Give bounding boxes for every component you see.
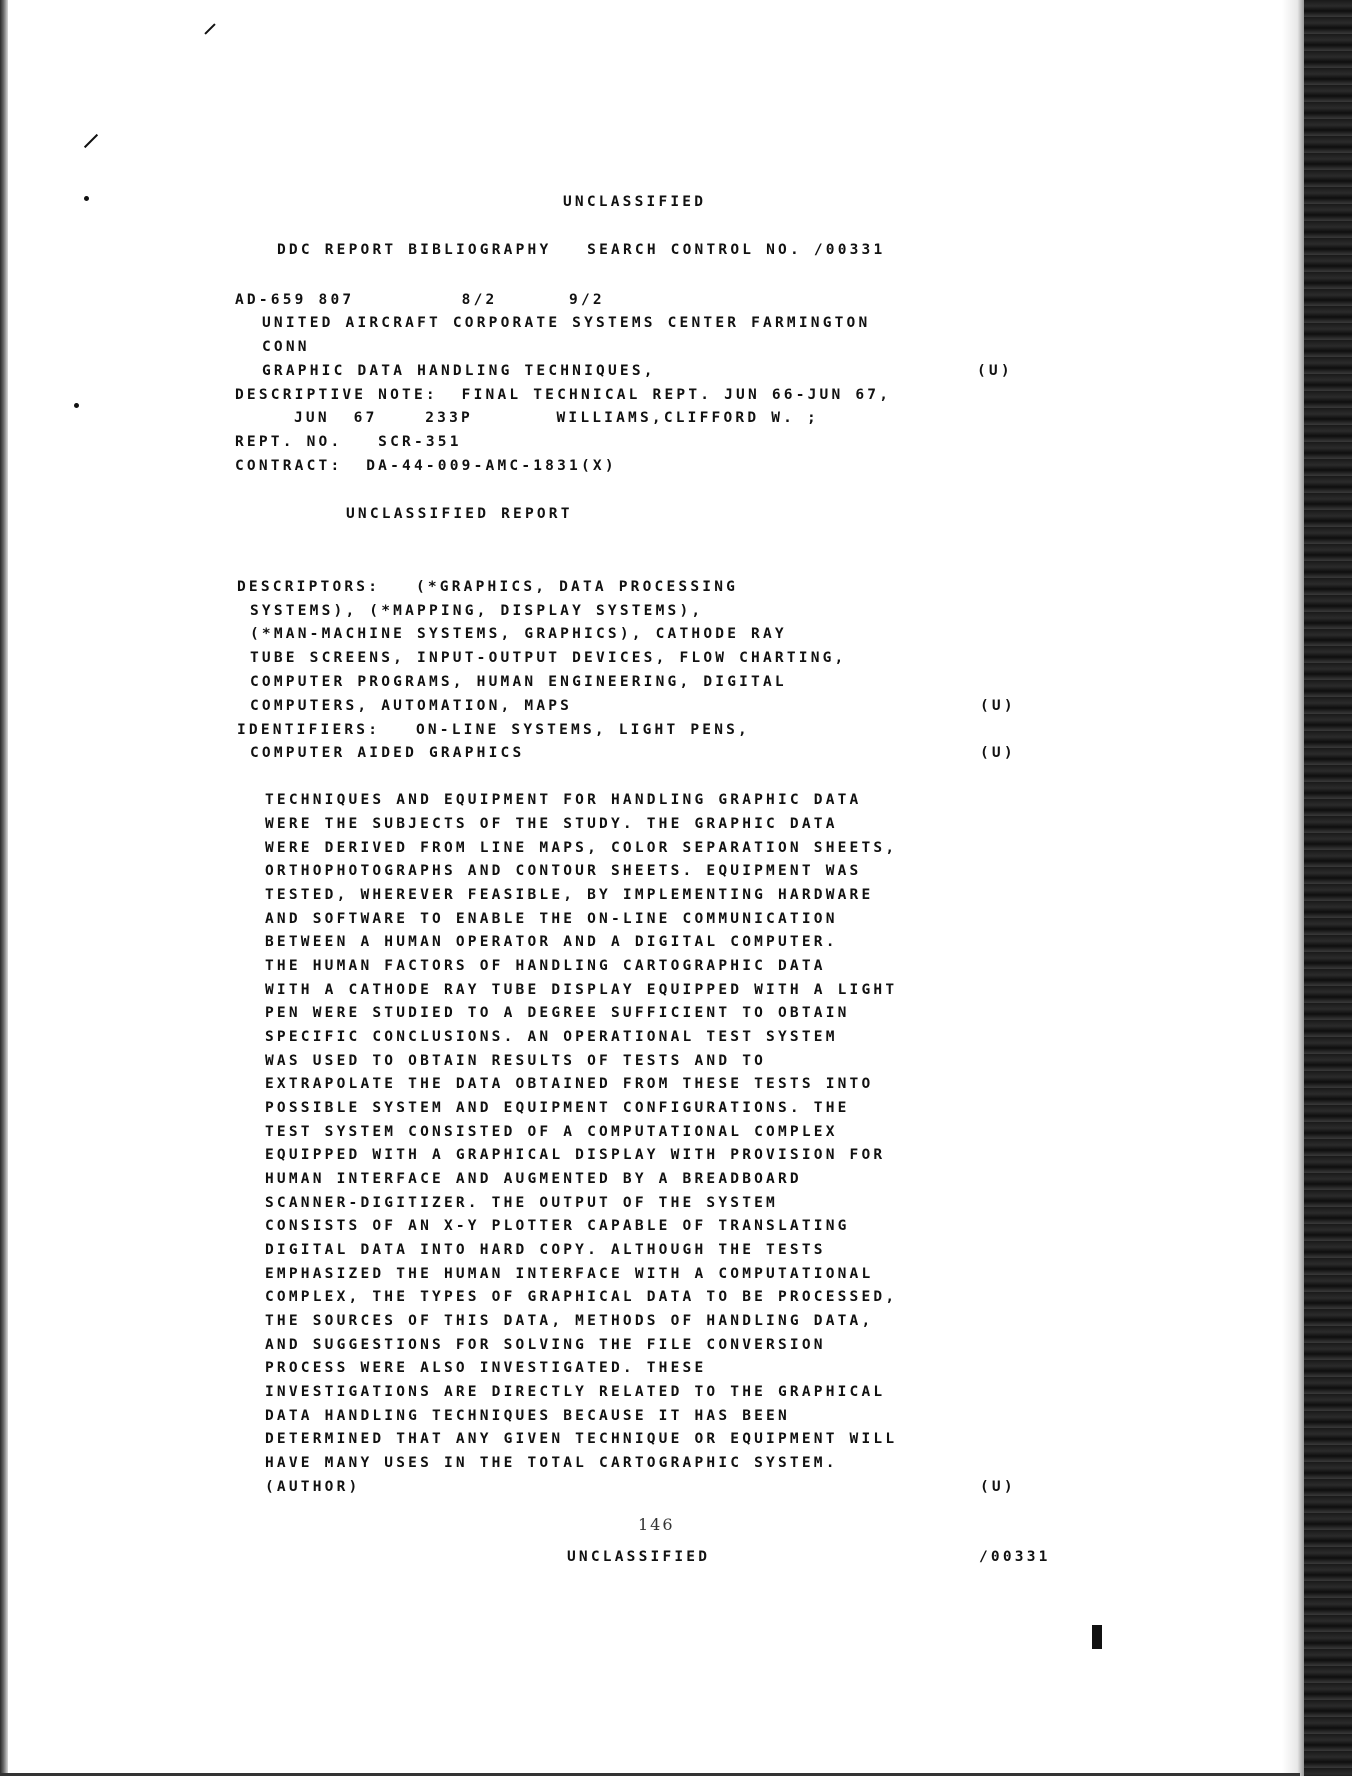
scan-speck [74,403,79,408]
abstract-line: EXTRAPOLATE THE DATA OBTAINED FROM THESE TESTS INTO [265,1076,874,1092]
abstract-line: DATA HANDLING TECHNIQUES BECAUSE IT HAS BEEN [265,1408,790,1424]
identifiers-line: COMPUTER AIDED GRAPHICS [250,745,525,761]
abstract-line: INVESTIGATIONS ARE DIRECTLY RELATED TO THE GRAPHICAL [265,1384,886,1400]
descriptors-classification-mark: (U) [980,698,1016,714]
identifiers-classification-mark: (U) [980,745,1016,761]
scan-speck [204,23,215,34]
abstract-line: AND SOFTWARE TO ENABLE THE ON-LINE COMMUNICATION [265,911,838,927]
classification-top: UNCLASSIFIED [563,194,707,210]
abstract-classification-mark: (U) [980,1479,1016,1495]
abstract-line: PROCESS WERE ALSO INVESTIGATED. THESE [265,1360,707,1376]
ad-number-line: AD-659 807 8/2 9/2 [235,292,605,308]
contract-number: CONTRACT: DA-44-009-AMC-1831(X) [235,458,617,474]
page-number: 146 [638,1515,675,1534]
descriptors-line: (*MAN-MACHINE SYSTEMS, GRAPHICS), CATHODE RAY [250,626,787,642]
date-author-line: JUN 67 233P WILLIAMS,CLIFFORD W. ; [294,410,819,426]
abstract-line: DIGITAL DATA INTO HARD COPY. ALTHOUGH THE TESTS [265,1242,826,1258]
report-title: GRAPHIC DATA HANDLING TECHNIQUES, [262,363,656,379]
abstract-line: BETWEEN A HUMAN OPERATOR AND A DIGITAL COMPUTER. [265,934,838,950]
scan-shadow-right [1282,0,1304,1776]
classification-bottom: UNCLASSIFIED [567,1549,711,1565]
abstract-line: TECHNIQUES AND EQUIPMENT FOR HANDLING GRAPHIC DATA [265,792,862,808]
scan-edge-left [0,0,8,1776]
abstract-line: CONSISTS OF AN X-Y PLOTTER CAPABLE OF TRANSLATING [265,1218,850,1234]
scan-speck [1092,1625,1102,1649]
identifiers-line: IDENTIFIERS: ON-LINE SYSTEMS, LIGHT PENS, [237,722,750,738]
descriptors-line: DESCRIPTORS: (*GRAPHICS, DATA PROCESSING [237,579,739,595]
descriptors-line: TUBE SCREENS, INPUT-OUTPUT DEVICES, FLOW CHARTING, [250,650,847,666]
abstract-line: PEN WERE STUDIED TO A DEGREE SUFFICIENT TO OBTAIN [265,1005,850,1021]
abstract-line: THE SOURCES OF THIS DATA, METHODS OF HANDLING DATA, [265,1313,874,1329]
abstract-line: ORTHOPHOTOGRAPHS AND CONTOUR SHEETS. EQUIPMENT WAS [265,863,862,879]
abstract-line: WERE THE SUBJECTS OF THE STUDY. THE GRAPHIC DATA [265,816,838,832]
bibliography-title: DDC REPORT BIBLIOGRAPHY SEARCH CONTROL NO. /00331 [277,242,886,258]
abstract-line: SCANNER-DIGITIZER. THE OUTPUT OF THE SYSTEM [265,1195,778,1211]
search-control-number: /00331 [979,1549,1051,1565]
descriptors-line: COMPUTER PROGRAMS, HUMAN ENGINEERING, DIGITAL [250,674,787,690]
abstract-line: EMPHASIZED THE HUMAN INTERFACE WITH A COMPUTATIONAL [265,1266,874,1282]
report-number: REPT. NO. SCR-351 [235,434,462,450]
abstract-line: (AUTHOR) [265,1479,361,1495]
abstract-line: POSSIBLE SYSTEM AND EQUIPMENT CONFIGURATIONS. THE [265,1100,850,1116]
scan-edge-right [1304,0,1352,1776]
abstract-line: EQUIPPED WITH A GRAPHICAL DISPLAY WITH PROVISION FOR [265,1147,886,1163]
descriptive-note: DESCRIPTIVE NOTE: FINAL TECHNICAL REPT. JUN 66-JUN 67, [235,387,892,403]
descriptors-line: SYSTEMS), (*MAPPING, DISPLAY SYSTEMS), [250,603,704,619]
abstract-line: THE HUMAN FACTORS OF HANDLING CARTOGRAPHIC DATA [265,958,826,974]
abstract-line: WITH A CATHODE RAY TUBE DISPLAY EQUIPPED WITH A LIGHT [265,982,898,998]
abstract-line: COMPLEX, THE TYPES OF GRAPHICAL DATA TO BE PROCESSED, [265,1289,898,1305]
abstract-line: HAVE MANY USES IN THE TOTAL CARTOGRAPHIC SYSTEM. [265,1455,838,1471]
organization-line: UNITED AIRCRAFT CORPORATE SYSTEMS CENTER FARMINGTON [262,315,871,331]
abstract-line: TESTED, WHEREVER FEASIBLE, BY IMPLEMENTING HARDWARE [265,887,874,903]
abstract-line: WAS USED TO OBTAIN RESULTS OF TESTS AND TO [265,1053,767,1069]
scan-speck [84,134,98,148]
abstract-line: SPECIFIC CONCLUSIONS. AN OPERATIONAL TEST SYSTEM [265,1029,838,1045]
abstract-line: WERE DERIVED FROM LINE MAPS, COLOR SEPARATION SHEETS, [265,840,898,856]
organization-location: CONN [262,339,310,355]
abstract-line: AND SUGGESTIONS FOR SOLVING THE FILE CONVERSION [265,1337,826,1353]
scan-speck [84,196,89,201]
abstract-line: HUMAN INTERFACE AND AUGMENTED BY A BREADBOARD [265,1171,802,1187]
title-classification-mark: (U) [977,363,1013,379]
report-classification: UNCLASSIFIED REPORT [346,506,573,522]
abstract-line: DETERMINED THAT ANY GIVEN TECHNIQUE OR EQUIPMENT WILL [265,1431,898,1447]
descriptors-line: COMPUTERS, AUTOMATION, MAPS [250,698,573,714]
abstract-line: TEST SYSTEM CONSISTED OF A COMPUTATIONAL COMPLEX [265,1124,838,1140]
